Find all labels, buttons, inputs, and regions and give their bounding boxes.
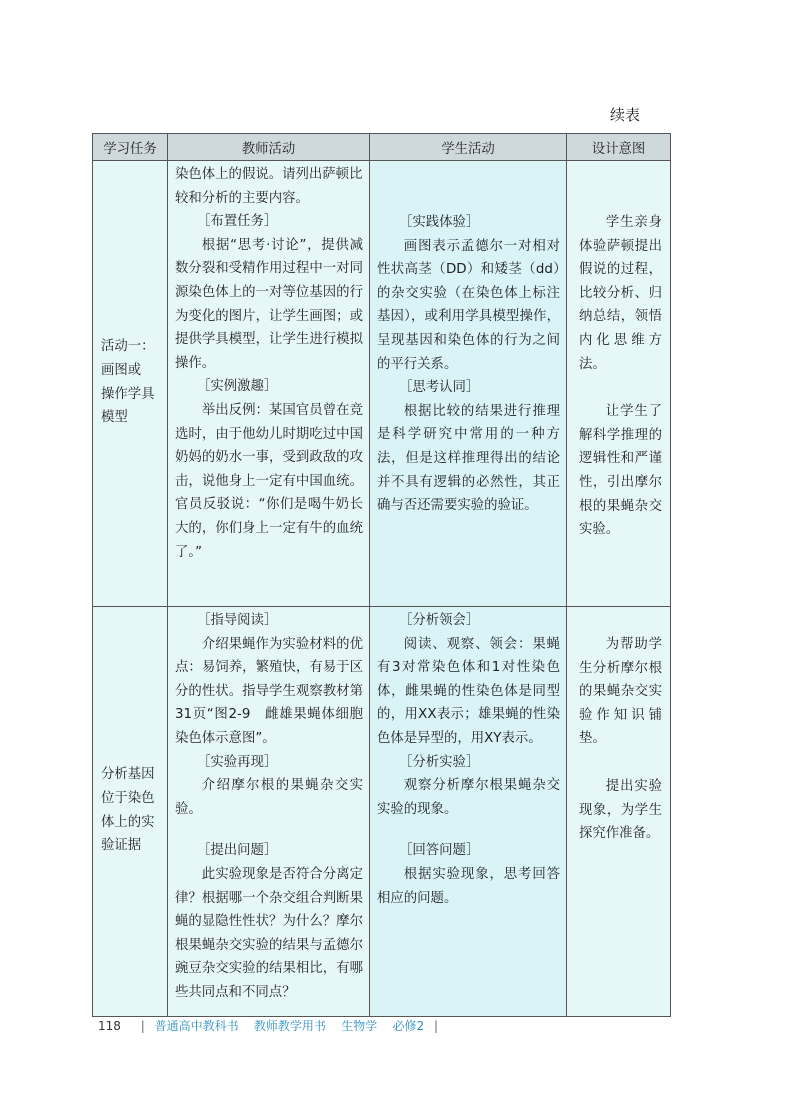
continued-label: 续表: [609, 106, 640, 124]
student-paragraph: 根据比较的结果进行推理是科学研究中常用的一种方法，但是这样推理得出的结论并不具有逻辑的必然性，其正确与否还需要实验的验证。: [377, 403, 560, 514]
student-label: ［实践体验］: [399, 215, 480, 230]
header-student: 学生活动: [370, 134, 567, 161]
intent-paragraph: 让学生了解科学推理的逻辑性和严谨性，引出摩尔根的果蝇杂交实验。: [579, 404, 662, 538]
student-label: ［分析领会］: [399, 613, 480, 628]
footer-book: 普通高中教科书: [154, 1019, 239, 1033]
page-number: 118: [98, 1019, 121, 1033]
task-line: 分析基因: [101, 767, 155, 783]
table-row: [93, 607, 671, 1017]
task-line: 位于染色: [101, 790, 155, 806]
teacher-lead-text: 染色体上的假说。请列出萨顿比较和分析的主要内容。: [175, 167, 363, 206]
student-label: ［思考认同］: [399, 380, 480, 396]
student-paragraph: 画图表示孟德尔一对相对性状高茎（DD）和矮茎（dd）的杂交实验（在染色体上标注基因），或利用学具模型操作，呈现基因和染色体的行为之间的平行关系。: [377, 238, 560, 372]
intent-paragraph: 学生亲身体验萨顿提出假说的过程，比较分析、归纳总结，领悟内化思维方法。: [579, 215, 662, 372]
student-paragraph: 观察分析摩尔根果蝇杂交实验的现象。: [377, 778, 560, 817]
teacher-cell: [168, 607, 370, 1017]
student-cell: [370, 607, 567, 1017]
footer-subject: 生物学: [341, 1019, 378, 1033]
teacher-label: ［实例激趣］: [197, 379, 278, 395]
teacher-label: ［提出问题］: [197, 843, 278, 859]
header-task: 学习任务: [93, 134, 168, 161]
footer-divider: |: [140, 1019, 145, 1033]
page-footer: [98, 1017, 444, 1034]
spacer: [377, 163, 560, 211]
spacer: [579, 163, 662, 211]
teacher-label: ［布置任务］: [197, 214, 278, 230]
teacher-paragraph: 此实验现象是否符合分离定律？根据哪一个杂交组合判断果蝇的显隐性性状？为什么？摩尔根果蝇杂交实验的结果与孟德尔豌豆杂交实验的结果相比，有哪些共同点和不同点？: [175, 866, 363, 1000]
student-paragraph: 阅读、观察、领会：果蝇有3对常染色体和1对性染色体，雌果蝇的性染色体是同型的，用XX表示；雄果蝇的性染色体是异型的，用XY表示。: [377, 636, 560, 746]
table-header-row: [93, 134, 671, 161]
header-intent: 设计意图: [567, 134, 671, 161]
task-line: 体上的实: [101, 814, 155, 830]
intent-cell: [567, 161, 671, 607]
lesson-plan-table: [92, 133, 671, 1017]
task-cell: [93, 161, 168, 607]
intent-paragraph: 提出实验现象，为学生探究作准备。: [579, 778, 662, 842]
student-label: ［回答问题］: [399, 843, 480, 859]
task-line: 操作学具: [101, 386, 155, 402]
footer-divider: |: [434, 1019, 439, 1033]
intent-cell: [567, 607, 671, 1017]
teacher-paragraph: 介绍摩尔根的果蝇杂交实验。: [175, 778, 363, 817]
table-row: [93, 161, 671, 607]
task-line: 画图或: [101, 362, 142, 378]
student-label: ［分析实验］: [399, 754, 480, 770]
header-teacher: 教师活动: [168, 134, 370, 161]
teacher-cell: [168, 161, 370, 607]
task-cell: [93, 607, 168, 1017]
teacher-label: ［指导阅读］: [197, 613, 278, 628]
intent-paragraph: 为帮助学生分析摩尔根的果蝇杂交实验作知识铺垫。: [579, 637, 662, 747]
task-line: 验证据: [101, 838, 142, 854]
footer-guide: 教师教学用书: [253, 1019, 326, 1033]
task-line: 模型: [101, 410, 128, 426]
teacher-paragraph: 举出反例：某国官员曾在竞选时，由于他幼儿时期吃过中国奶妈的奶水一事，受到政敌的攻击，说他身上一定有中国血统。官员反驳说：“你们是喝牛奶长大的，你们身上一定有牛的血统了。”: [175, 402, 363, 560]
student-paragraph: 根据实验现象，思考回答相应的问题。: [377, 866, 560, 906]
teacher-paragraph: 介绍果蝇作为实验材料的优点：易饲养，繁殖快，有易于区分的性状。指导学生观察教材第31页“图2-9 雌雄果蝇体细胞染色体示意图”。: [175, 636, 363, 746]
footer-volume: 必修2: [392, 1019, 425, 1033]
student-cell: [370, 161, 567, 607]
teacher-paragraph: 根据“思考·讨论”，提供减数分裂和受精作用过程中一对同源染色体上的一对等位基因的行为变化的图片，让学生画图；或提供学具模型，让学生进行模拟操作。: [175, 237, 363, 371]
task-line: 活动一：: [101, 339, 155, 355]
teacher-label: ［实验再现］: [197, 754, 278, 770]
